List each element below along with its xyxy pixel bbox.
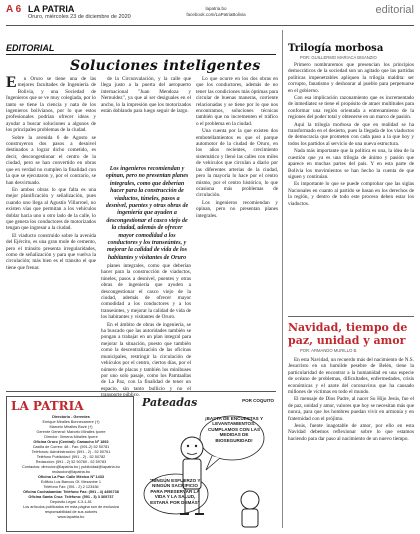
masthead-line: Teléfono Fax: (591 - 2) 2 123436 [43, 485, 99, 489]
masthead-line: Casilla de Correo: 48 - Fax: (591-2) 52 50781 [32, 445, 110, 449]
divider [288, 316, 414, 317]
divider [6, 391, 276, 392]
paragraph: Con esa implicación razonamiento que es incrementado de inmediatez se tiene el propósito de atraer multitudes para conformar una región orientada a entrenamiento de la regiones del poder total y obtenerse en un marco de pasión. [288, 95, 414, 121]
page-number: A 6 [6, 4, 22, 15]
masthead-line: Director: Ximena Miralles Iporre [44, 435, 98, 439]
paragraph: En el ámbito de obras de ingeniería, se ha buscado que las autoridades también se pongan a trabajar en un plan integral para mejorar la situación, puesto que también como la descentralización de las oficinas municipales, restringir la circulación de vehículos por el centro, ciertos días, por el número de placas y también los minibuses por uno solo pasaje, como los Pamtaallas de La Paz, con la finalidad de tener un espacio, sin tanto bullicio y no el transporte público. [101, 321, 191, 399]
column-divider [282, 30, 283, 528]
paragraph: de la Circunvalación, y la calle que llega justo a la puerta del aeropuerto internacional "Juan Mendoza y Nernuldez", ya que al ser desiguales en el ancho, lo la impresión que los motorizados están doblando para luego seguir de largo. [101, 76, 191, 115]
masthead-line: Gerente General: Marcelo Miralles Iporre [36, 430, 106, 434]
masthead-box [6, 396, 134, 532]
opinion-author-1: POR: GUILLERMO MARIACA BISANZIO [300, 55, 377, 60]
masthead-credits [11, 415, 131, 520]
paragraph: Aquí la trilogía morbosa de que en realidad se ha transformado en el desierto, pues la llegada de los viaductos de democracia que prometen con cada paso a la que hoy y todos los partidos al servicio de una nueva estructura. [288, 121, 414, 147]
masthead-line: redaccion@lapatria.bo [51, 470, 91, 474]
issue-date: Oruro, miércoles 23 de diciembre de 2020 [28, 14, 131, 20]
cartoon-byline: POR COQUITO [242, 398, 274, 403]
paragraph: Jesús, fuente inagotable de amor, por ello en esta Navidad debemos reflexionar sobre lo que estamos haciendo para dar paso al nacimiento de un nuevo tiempo. [288, 423, 414, 442]
masthead-line: Marcelo Miralles Bové (†) [49, 425, 93, 429]
masthead-line: Oficina La Paz: Calle México Nº 1433 [38, 475, 104, 479]
speech-bubble-2: "NINGÚN ESFUERZO Y NINGÚN SACRIFICIO PARA PRESERVAR LA VIDA Y LA SALUD, ESTARÁ POR DEMÁS" [149, 478, 201, 505]
website-link[interactable]: lapatria.bo [205, 6, 227, 11]
masthead-line: Redacción: (591 - 2) 52 50780 - 52 59783 [35, 460, 107, 464]
opinion-title-1: Trilogía morbosa [288, 43, 384, 54]
web-links [186, 6, 246, 18]
paragraph: El mensaje de Dios Padre, al nacer Su Hijo Jesús, fue el de paz, unidad y amor, valores que hoy se necesitan más que nunca, para que los hombres puedan vivir en armonía y en fraternidad con el prójimo. [288, 396, 414, 422]
masthead-line: Oficina Santa Cruz: Teléfono: (591 - 3) 3 369737 [28, 495, 114, 499]
masthead-logo: LA PATRIA [11, 399, 84, 413]
opinion-title-2: Navidad, tiempo de paz, unidad y amor [288, 321, 408, 347]
masthead-line: Teléfono Publicidad: (591 - 2) - 52 50782 [36, 455, 106, 459]
masthead-line: Oficina Oruro (Central): Camacho Nº 1892 [33, 440, 109, 444]
paragraph: Lo que ocurre en los dos obras en que los conductores, además de no tener las condiciones más óptimas para circular de buenas maneras, corriente relacionadas y se tiene por lo que nos encontramos, soluciones técnicas también que no incrementen el tráfico o el problema en la ciudad. [196, 76, 278, 127]
masthead-line: Los artículos publicados en esta página son de exclusiva responsabilidad de sus autores [23, 505, 119, 514]
paragraph: Primero nombraremos que presencian los principios democráticos de la sociedad son un agitado que las partidas políticas impenetrables apliquen la trilogía maldita: ser corrupto, fanatismo y deshonrar al pueblo para perpetuarse en el gobierno. [288, 62, 414, 94]
cartoon-panel [140, 396, 276, 532]
newspaper-name: LA PATRIA [28, 4, 75, 14]
editorial-tag: EDITORIAL [6, 43, 55, 53]
paragraph: En esta Navidad, un recuerdo más del nacimiento de N.S. Jesucristo en un humilde pesebre de Belén, tiene la particularidad de encontrar a la humanidad en una especie de océano de problemas, dificultades, enfermedades, crisis económicas y el azote del coronavirus que ha causado millones de víctimas en todo el mundo. [288, 357, 414, 396]
masthead-line[interactable]: www.lapatria.bo [57, 515, 85, 519]
opinion-body-1 [288, 62, 414, 208]
paragraph: Los ingenieros recomiendan y opinan, pero no presentan planes integrales. [196, 199, 278, 219]
paragraph: Nada más importante que la política es una, la idea de la cuestión que ya es una trilogía de ánimo y pasión que aparece en muchas partes del país. Y en esta parte de Bolivia los movimientos se han hecho la cuenta de que siguen y continúan. [288, 148, 414, 180]
paragraph: n Oruro se tiene una de las mejores facultades de Ingeniería de Bolivia, y una Sociedad de Ingenieros que se ve muy colegiada, por lo tanto se tiene la ciencia y nata de los ingenieros bolivianos, por lo que estos profesionales podrían ofrecer ideas y ayudar a buscar soluciones a algunos de los principales problemas de la ciudad. [6, 76, 96, 134]
editorial-title: Soluciones inteligentes [70, 58, 261, 74]
paragraph: El viaducto construido sobre la avenida del Ejército, es una gran mole de cemento, pero el tránsito presenta irregularidades, como de señalización y para que vuelva la circulación; más bien es el tránsito el que tiene que frenar. [6, 232, 96, 271]
section-name: editorial [375, 4, 414, 16]
masthead-line: Enrique Miralles Bonnecarrere (†) [42, 420, 100, 424]
opinion-body-2 [288, 357, 414, 443]
page-header [6, 4, 414, 26]
cartoon-logo: Pateadas [142, 396, 198, 409]
paragraph: Una cuenta por la que existen dos embotellamientos es que el parque automotor de la ciudad de Oruro, en los años recientes, crecimiento sistemático y llenó las calles con miles de vehículos que circulan a diario por las diferentes arterias de la ciudad, pero la mayoría lo hace por el centro mismo, por el centro histórico, lo que ocasiona más problemas de circulación. [196, 128, 278, 199]
paragraph: Es importante lo que se puede comprobar que las siglas Nacionales en cuanto al partido se basan en los derechos de la región, y dentro de todo este proceso deben estar los viaductos. [288, 181, 414, 207]
editorial-column-2 [101, 76, 191, 115]
masthead-line: Edificio Los Bancos Of. Mezanine 1 [41, 480, 101, 484]
paragraph: En ambos obras lo que falta es una mejor planificación y señalización, pues cuando uno llega al Agustín Villarroel, no existen vías que permitan a los vehículos doblar hacia uno u otro lado de la calle, lo que genera los conductores de motorizados tengan que ingresar a la ciudad. [6, 186, 96, 232]
drop-cap: E [6, 74, 17, 91]
masthead-line: Teléfonos: Administración: (591 - 2) - 52 50761 [31, 450, 111, 454]
opinion-author-2: POR: ARMANDO MURILLO B. [300, 348, 358, 353]
divider [6, 54, 276, 55]
masthead-line: Depósito Legal: 4-3-1-81 [50, 500, 92, 504]
pull-quote: Los ingenieros recomiendan y opinan, pero no presentan planes integrales, como que deberían hacer para la construcción de viaductos, túneles, pasos a desnivel, puentes y otras obras de ingeniería que ayuden a descongestionar el casco viejo de la ciudad, además de ofrecer mayor comodidad a los conductores y los transeúntes, y mejorar la calidad de vida de los habitantes y visitantes de Oruro [105, 166, 189, 261]
speech-bubble-1: ¡BASTA DE ENCUESTAS Y LEVANTAMIENTOS: CUMPLAMOS CON LAS MEDIDAS DE BIOSEGURIDAD! [204, 416, 264, 443]
masthead-line: Directorio - Gerentes [52, 415, 90, 419]
masthead-line: Oficina Cochabamba: Teléfono Fax: (591 - 4) 4456738 [23, 490, 119, 494]
editorial-column-2-lower [101, 263, 191, 400]
masthead-line: Contactos: direccion@lapatria.bo | publicidad@lapatria.bo [22, 465, 120, 469]
editorial-column-1 [6, 76, 96, 272]
facebook-link[interactable]: facebook.com/LaPatriaBolivia [186, 12, 246, 17]
paragraph: planes integrales, como que deberían hacer para la construcción de viaductos, túneles, pasos a desnivel, puentes y otras obras de ingeniería que ayuden a descongestionar el casco viejo de la ciudad, además de ofrecer mayor comodidad a los conductores y a los transeúntes, y mejorar la calidad de vida de los habitantes y visitantes de Oruro. [101, 263, 191, 321]
editorial-column-3 [196, 76, 278, 220]
paragraph: Sobre la avenida 6 de Agosto se construyeron dos pasos a desnivel destinados a lograr dicho cometido, es decir, descongestionar el centro de la ciudad, pero se han convertido en obras que en verdad no cumplen la finalidad con la que se ejecutaron y, por el contrario, se han desvirtuado. [6, 134, 96, 186]
